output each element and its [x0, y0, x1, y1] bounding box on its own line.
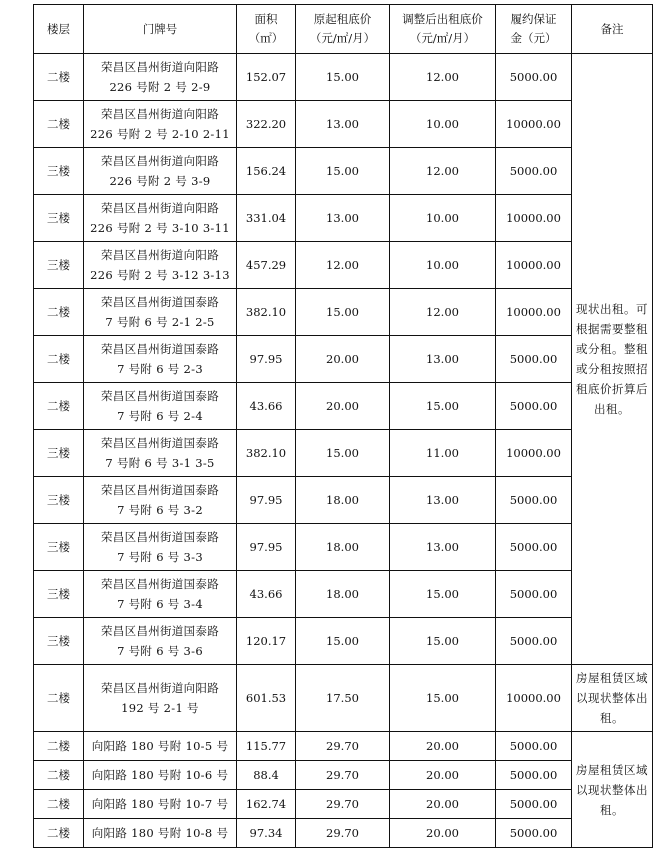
table-row	[34, 477, 653, 524]
cell-address	[84, 336, 237, 383]
address-line: 荣昌区昌州街道国泰路	[101, 436, 219, 450]
cell-area: 382.10	[237, 430, 296, 477]
cell-deposit: 5000.00	[496, 819, 572, 848]
cell-area: 152.07	[237, 54, 296, 101]
cell-remark-group2: 房屋租赁区域以现状整体出租。	[572, 665, 653, 732]
cell-adj-price: 13.00	[390, 524, 496, 571]
address-line: 7 号附 6 号 2-3	[117, 362, 203, 376]
cell-floor: 三楼	[34, 524, 84, 571]
header-row	[34, 5, 653, 54]
cell-area: 382.10	[237, 289, 296, 336]
header-adj-l2: （元/㎡/月）	[409, 31, 476, 45]
address-line: 荣昌区昌州街道国泰路	[101, 530, 219, 544]
cell-area: 457.29	[237, 242, 296, 289]
table-row	[34, 430, 653, 477]
cell-deposit: 5000.00	[496, 54, 572, 101]
cell-address	[84, 383, 237, 430]
cell-deposit: 5000.00	[496, 477, 572, 524]
cell-deposit: 10000.00	[496, 101, 572, 148]
table-row	[34, 148, 653, 195]
cell-area: 97.95	[237, 336, 296, 383]
address-line: 荣昌区昌州街道国泰路	[101, 295, 219, 309]
cell-adj-price: 12.00	[390, 54, 496, 101]
table-row	[34, 242, 653, 289]
cell-adj-price: 10.00	[390, 242, 496, 289]
cell-area: 120.17	[237, 618, 296, 665]
address-line: 226 号附 2 号 3-9	[109, 174, 211, 188]
cell-deposit: 10000.00	[496, 242, 572, 289]
cell-adj-price: 10.00	[390, 101, 496, 148]
cell-orig-price: 15.00	[296, 148, 390, 195]
cell-address	[84, 289, 237, 336]
cell-adj-price: 12.00	[390, 289, 496, 336]
header-adj-l1: 调整后出租底价	[402, 12, 483, 26]
cell-area: 43.66	[237, 383, 296, 430]
address-line: 荣昌区昌州街道国泰路	[101, 389, 219, 403]
cell-floor: 二楼	[34, 819, 84, 848]
cell-address	[84, 477, 237, 524]
cell-orig-price: 18.00	[296, 477, 390, 524]
cell-adj-price: 20.00	[390, 819, 496, 848]
table-row	[34, 195, 653, 242]
cell-adj-price: 12.00	[390, 148, 496, 195]
cell-address	[84, 242, 237, 289]
cell-floor: 二楼	[34, 790, 84, 819]
address-line: 7 号附 6 号 3-1 3-5	[105, 456, 215, 470]
cell-deposit: 10000.00	[496, 665, 572, 732]
cell-address: 向阳路 180 号附 10-7 号	[84, 790, 237, 819]
table-row	[34, 790, 653, 819]
cell-deposit: 10000.00	[496, 289, 572, 336]
cell-deposit: 5000.00	[496, 383, 572, 430]
table-row	[34, 336, 653, 383]
cell-orig-price: 17.50	[296, 665, 390, 732]
cell-adj-price: 20.00	[390, 790, 496, 819]
cell-floor: 三楼	[34, 148, 84, 195]
address-line: 荣昌区昌州街道向阳路	[101, 681, 219, 695]
cell-address	[84, 54, 237, 101]
cell-floor: 三楼	[34, 195, 84, 242]
cell-orig-price: 29.70	[296, 819, 390, 848]
cell-adj-price: 15.00	[390, 665, 496, 732]
address-line: 荣昌区昌州街道向阳路	[101, 107, 219, 121]
cell-adj-price: 15.00	[390, 618, 496, 665]
cell-floor: 二楼	[34, 732, 84, 761]
address-line: 荣昌区昌州街道国泰路	[101, 624, 219, 638]
cell-deposit: 5000.00	[496, 618, 572, 665]
cell-orig-price: 18.00	[296, 571, 390, 618]
cell-adj-price: 15.00	[390, 571, 496, 618]
cell-floor: 二楼	[34, 54, 84, 101]
cell-orig-price: 12.00	[296, 242, 390, 289]
address-line: 7 号附 6 号 2-1 2-5	[105, 315, 215, 329]
address-line: 7 号附 6 号 3-6	[117, 644, 203, 658]
header-deposit	[496, 5, 572, 54]
cell-deposit: 5000.00	[496, 571, 572, 618]
address-line: 荣昌区昌州街道国泰路	[101, 577, 219, 591]
cell-area: 88.4	[237, 761, 296, 790]
cell-area: 322.20	[237, 101, 296, 148]
cell-floor: 三楼	[34, 477, 84, 524]
table-row	[34, 289, 653, 336]
address-line: 荣昌区昌州街道向阳路	[101, 248, 219, 262]
cell-adj-price: 10.00	[390, 195, 496, 242]
cell-deposit: 5000.00	[496, 524, 572, 571]
cell-adj-price: 20.00	[390, 761, 496, 790]
cell-orig-price: 29.70	[296, 732, 390, 761]
cell-deposit: 10000.00	[496, 430, 572, 477]
header-floor: 楼层	[34, 5, 84, 54]
cell-floor: 三楼	[34, 242, 84, 289]
cell-floor: 三楼	[34, 618, 84, 665]
cell-address	[84, 430, 237, 477]
cell-floor: 二楼	[34, 665, 84, 732]
cell-adj-price: 15.00	[390, 383, 496, 430]
address-line: 226 号附 2 号 2-9	[109, 80, 211, 94]
cell-deposit: 5000.00	[496, 732, 572, 761]
cell-address	[84, 101, 237, 148]
cell-deposit: 10000.00	[496, 195, 572, 242]
cell-floor: 二楼	[34, 336, 84, 383]
cell-adj-price: 20.00	[390, 732, 496, 761]
cell-deposit: 5000.00	[496, 790, 572, 819]
cell-orig-price: 29.70	[296, 790, 390, 819]
address-line: 226 号附 2 号 3-10 3-11	[90, 221, 230, 235]
cell-orig-price: 20.00	[296, 383, 390, 430]
rental-price-table	[33, 4, 653, 848]
header-address: 门牌号	[84, 5, 237, 54]
header-area-l2: （㎡）	[248, 31, 284, 45]
header-deposit-l2: 金（元）	[510, 31, 557, 45]
cell-floor: 二楼	[34, 383, 84, 430]
cell-address	[84, 195, 237, 242]
table-row	[34, 571, 653, 618]
cell-address: 向阳路 180 号附 10-8 号	[84, 819, 237, 848]
header-orig-l1: 原起租底价	[313, 12, 372, 26]
cell-floor: 三楼	[34, 571, 84, 618]
cell-adj-price: 11.00	[390, 430, 496, 477]
address-line: 荣昌区昌州街道国泰路	[101, 342, 219, 356]
address-line: 7 号附 6 号 3-2	[117, 503, 203, 517]
header-area-l1: 面积	[254, 12, 278, 26]
table-row	[34, 665, 653, 732]
cell-area: 156.24	[237, 148, 296, 195]
table-row	[34, 761, 653, 790]
address-line: 荣昌区昌州街道国泰路	[101, 483, 219, 497]
cell-orig-price: 18.00	[296, 524, 390, 571]
cell-floor: 二楼	[34, 101, 84, 148]
cell-orig-price: 29.70	[296, 761, 390, 790]
cell-area: 97.95	[237, 477, 296, 524]
cell-area: 97.95	[237, 524, 296, 571]
address-line: 226 号附 2 号 3-12 3-13	[90, 268, 230, 282]
cell-remark-group3: 房屋租赁区域以现状整体出租。	[572, 732, 653, 848]
header-deposit-l1: 履约保证	[510, 12, 557, 26]
address-line: 7 号附 6 号 3-4	[117, 597, 203, 611]
cell-address: 向阳路 180 号附 10-6 号	[84, 761, 237, 790]
cell-area: 331.04	[237, 195, 296, 242]
cell-floor: 三楼	[34, 430, 84, 477]
table-row	[34, 732, 653, 761]
cell-orig-price: 13.00	[296, 195, 390, 242]
header-orig-price	[296, 5, 390, 54]
cell-area: 162.74	[237, 790, 296, 819]
cell-address: 向阳路 180 号附 10-5 号	[84, 732, 237, 761]
cell-area: 115.77	[237, 732, 296, 761]
table-row	[34, 618, 653, 665]
header-remark: 备注	[572, 5, 653, 54]
cell-address	[84, 524, 237, 571]
cell-area: 97.34	[237, 819, 296, 848]
table-row	[34, 383, 653, 430]
cell-deposit: 5000.00	[496, 761, 572, 790]
cell-area: 43.66	[237, 571, 296, 618]
cell-address	[84, 571, 237, 618]
cell-address	[84, 148, 237, 195]
cell-orig-price: 15.00	[296, 618, 390, 665]
cell-address	[84, 665, 237, 732]
table-row	[34, 819, 653, 848]
cell-adj-price: 13.00	[390, 336, 496, 383]
address-line: 192 号 2-1 号	[121, 701, 199, 715]
address-line: 7 号附 6 号 3-3	[117, 550, 203, 564]
header-adj-price	[390, 5, 496, 54]
header-orig-l2: （元/㎡/月）	[309, 31, 376, 45]
cell-remark-group1: 现状出租。可根据需要整租或分租。整租或分租按照招租底价折算后出租。	[572, 54, 653, 665]
cell-orig-price: 20.00	[296, 336, 390, 383]
header-area	[237, 5, 296, 54]
table-row	[34, 54, 653, 101]
cell-deposit: 5000.00	[496, 336, 572, 383]
cell-orig-price: 15.00	[296, 289, 390, 336]
table-row	[34, 101, 653, 148]
cell-area: 601.53	[237, 665, 296, 732]
address-line: 226 号附 2 号 2-10 2-11	[90, 127, 230, 141]
address-line: 荣昌区昌州街道向阳路	[101, 60, 219, 74]
address-line: 荣昌区昌州街道向阳路	[101, 154, 219, 168]
cell-adj-price: 13.00	[390, 477, 496, 524]
cell-orig-price: 13.00	[296, 101, 390, 148]
address-line: 荣昌区昌州街道向阳路	[101, 201, 219, 215]
cell-deposit: 5000.00	[496, 148, 572, 195]
cell-address	[84, 618, 237, 665]
cell-floor: 二楼	[34, 289, 84, 336]
cell-orig-price: 15.00	[296, 430, 390, 477]
address-line: 7 号附 6 号 2-4	[117, 409, 203, 423]
cell-orig-price: 15.00	[296, 54, 390, 101]
table-row	[34, 524, 653, 571]
cell-floor: 二楼	[34, 761, 84, 790]
